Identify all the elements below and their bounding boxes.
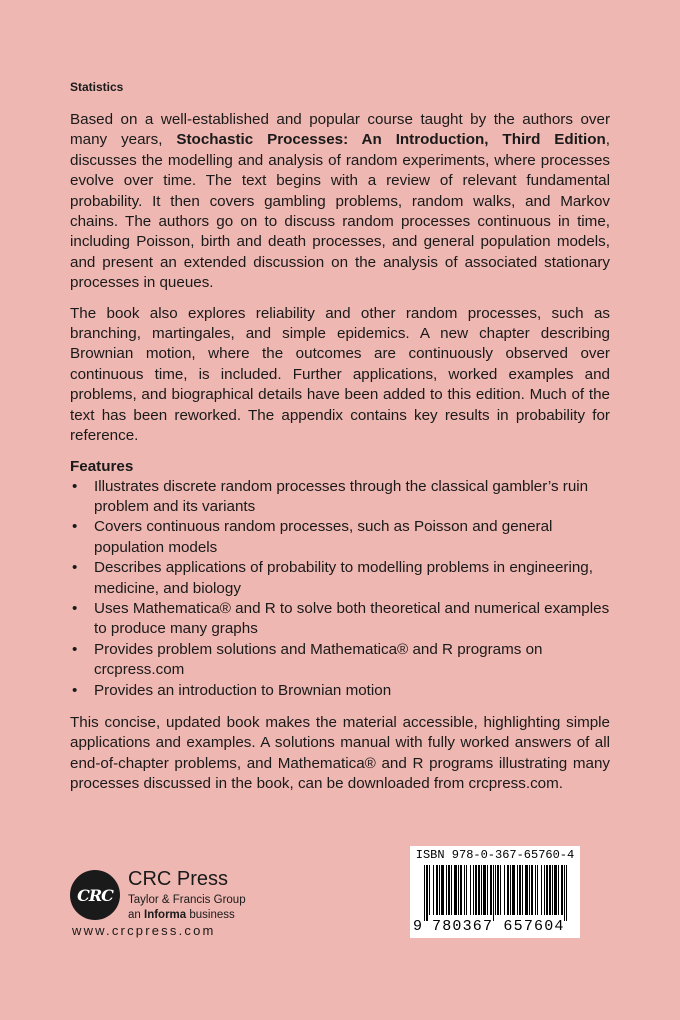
features-list bbox=[70, 477, 610, 701]
feature-item: • Uses Mathematica® and R to solve both theoretical and numerical examples to produce many graphs bbox=[70, 599, 610, 640]
back-cover-text bbox=[70, 80, 610, 805]
barcode-bar bbox=[544, 865, 545, 915]
barcode-bar bbox=[490, 865, 492, 915]
informa-prefix: an bbox=[128, 909, 144, 921]
barcode-bar bbox=[552, 865, 553, 915]
feature-item: • Provides problem solutions and Mathematica® and R programs on crcpress.com bbox=[70, 640, 610, 681]
ean-first-digit: 9 bbox=[413, 918, 423, 935]
barcode-bar bbox=[558, 865, 559, 915]
barcode-bar bbox=[529, 865, 530, 915]
barcode-bar bbox=[426, 865, 428, 921]
feature-item: • Describes applications of probability to modelling problems in engineering, medicine, and biology bbox=[70, 558, 610, 599]
barcode-bar bbox=[493, 865, 494, 921]
barcode-bar bbox=[554, 865, 557, 915]
barcode-bar bbox=[546, 865, 548, 915]
barcode-bar bbox=[424, 865, 425, 921]
publisher-block bbox=[70, 866, 310, 946]
barcode-bar bbox=[531, 865, 533, 915]
isbn-label: ISBN 978-0-367-65760-4 bbox=[415, 848, 575, 862]
barcode-bar bbox=[566, 865, 567, 921]
barcode-bar bbox=[433, 865, 434, 915]
barcode-bar bbox=[500, 865, 501, 915]
barcode-bar bbox=[473, 865, 474, 915]
barcode-bar bbox=[429, 865, 430, 915]
barcode-bar bbox=[512, 865, 515, 915]
feature-item: • Illustrates discrete random processes through the classical gambler’s ruin problem and its variants bbox=[70, 477, 610, 518]
barcode-bar bbox=[517, 865, 518, 915]
features-heading: Features bbox=[70, 457, 134, 475]
barcode-bar bbox=[475, 865, 477, 915]
barcode-bar bbox=[454, 865, 457, 915]
barcode-bar bbox=[460, 865, 462, 915]
barcode-bar bbox=[510, 865, 511, 915]
p1-before: Based on a well-established and popular course taught by the authors over many years, bbox=[70, 111, 610, 149]
barcode-bar bbox=[535, 865, 536, 915]
barcode-bar bbox=[495, 865, 496, 915]
barcode-bar bbox=[525, 865, 528, 915]
barcode-bar bbox=[441, 865, 444, 915]
publisher-group: Taylor & Francis Group bbox=[128, 894, 246, 906]
barcode-bar bbox=[561, 865, 563, 915]
category-label: Statistics bbox=[70, 80, 124, 94]
barcode-bar bbox=[481, 865, 482, 915]
barcode-bar bbox=[464, 865, 465, 915]
informa-suffix: business bbox=[186, 909, 235, 921]
barcode-bar bbox=[483, 865, 486, 915]
barcode-bar bbox=[458, 865, 459, 915]
barcode-bar bbox=[522, 865, 523, 915]
ean-digits: 780367 657604 bbox=[432, 918, 565, 935]
description-paragraph-1 bbox=[70, 110, 610, 294]
isbn-barcode bbox=[410, 846, 580, 938]
barcode-bar bbox=[448, 865, 450, 915]
barcode-bars-icon bbox=[424, 865, 568, 921]
barcode-bar bbox=[507, 865, 509, 915]
feature-item: • Covers continuous random processes, such as Poisson and general population models bbox=[70, 517, 610, 558]
barcode-bar bbox=[451, 865, 452, 915]
barcode-bar bbox=[497, 865, 499, 915]
barcode-bar bbox=[537, 865, 538, 915]
barcode-bar bbox=[439, 865, 440, 915]
crc-logo-icon: CRC bbox=[70, 870, 120, 920]
description-paragraph-2: The book also explores reliability and other random processes, such as branching, martingales, and simple epidemics. A new chapter describing Brownian motion, where the outcomes are continuously observed over continuous time, is included. Further applications, worked examples and problems, and biographical details have been added to this edition. Much of the text has been reworked. The appendix contains key results in probability for reference. bbox=[70, 304, 610, 445]
publisher-name: CRC Press bbox=[128, 868, 229, 890]
barcode-bar bbox=[549, 865, 551, 915]
barcode-bar bbox=[519, 865, 521, 915]
p1-after: , discusses the modelling and analysis of random experiments, where processes evolve over time. The text begins with a review of relevant fundamental probability. It then covers gambling problems, random walks, and Markov chains. The authors go on to discuss random processes continuous in time, including Poisson, birth and death processes, and general population models, and present an extended discussion on the analysis of associated stationary processes in queues. bbox=[70, 131, 610, 292]
description-paragraph-3: This concise, updated book makes the material accessible, highlighting simple applications and examples. A solutions manual with fully worked answers of all end-of-chapter problems, and Mathematica® and R programs illustrating many processes discussed in the book, can be downloaded from crcpress.com. bbox=[70, 713, 610, 793]
barcode-bar bbox=[470, 865, 471, 915]
publisher-informa bbox=[128, 909, 235, 921]
publisher-url: www.crcpress.com bbox=[72, 923, 216, 938]
barcode-bar bbox=[541, 865, 542, 915]
informa-brand: Informa bbox=[144, 909, 187, 921]
feature-item: • Provides an introduction to Brownian motion bbox=[70, 681, 610, 701]
barcode-bar bbox=[436, 865, 438, 915]
barcode-bar bbox=[466, 865, 467, 915]
barcode-bar bbox=[487, 865, 488, 915]
book-title: Stochastic Processes: An Introduction, Third Edition bbox=[176, 131, 606, 149]
barcode-bar bbox=[564, 865, 565, 921]
barcode-bar bbox=[478, 865, 480, 915]
barcode-bar bbox=[504, 865, 505, 915]
barcode-bar bbox=[446, 865, 447, 915]
